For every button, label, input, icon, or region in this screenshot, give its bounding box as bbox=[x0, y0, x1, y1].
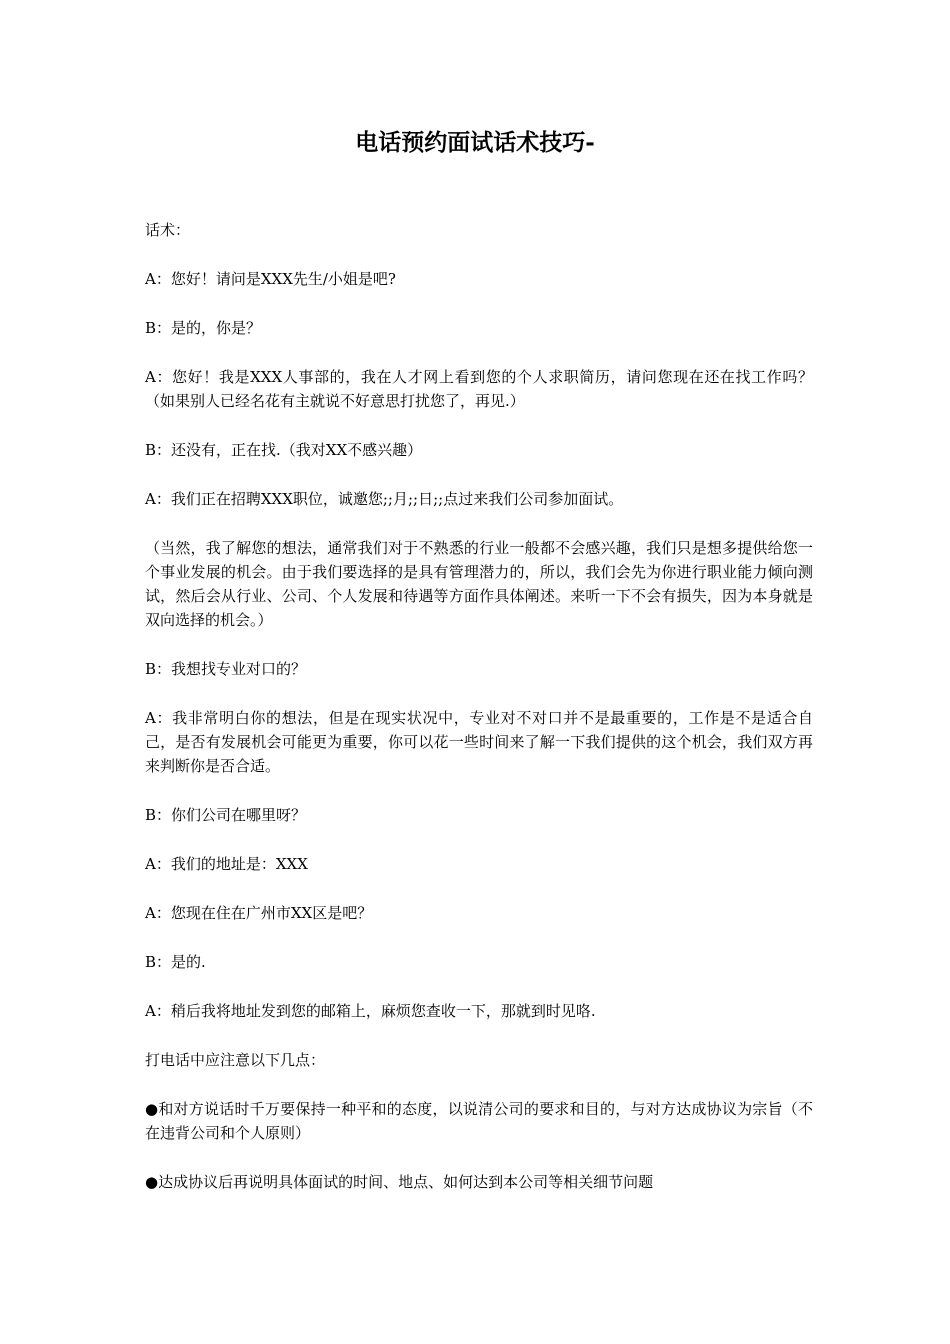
bullet-note: ●和对方说话时千万要保持一种平和的态度，以说清公司的要求和目的，与对方达成协议为宗旨（不在违背公司和个人原则） bbox=[145, 1100, 813, 1142]
section-label: 话术： bbox=[145, 221, 191, 239]
dialogue-line: A：您好！请问是XXX先生/小姐是吧? bbox=[145, 270, 396, 288]
dialogue-line: A：稍后我将地址发到您的邮箱上，麻烦您查收一下，那就到时见咯. bbox=[145, 1002, 596, 1020]
dialogue-line: B：你们公司在哪里呀？ bbox=[145, 806, 307, 824]
dialogue-line: B：还没有，正在找.（我对XX不感兴趣） bbox=[145, 441, 423, 459]
document-body bbox=[145, 218, 813, 1219]
bullet-note: ●达成协议后再说明具体面试的时间、地点、如何达到本公司等相关细节问题 bbox=[145, 1173, 654, 1191]
explanation-paragraph: （当然，我了解您的想法，通常我们对于不熟悉的行业一般都不会感兴趣，我们只是想多提供给您一个事业发展的机会。由于我们要选择的是具有管理潜力的，所以，我们会先为你进行职业能力倾向测试，然后会从行业、公司、个人发展和待遇等方面作具体阐述。来听一下不会有损失，因为本身就是双向选择的机会。） bbox=[145, 539, 813, 629]
notes-heading: 打电话中应注意以下几点： bbox=[145, 1051, 326, 1069]
dialogue-line: B：是的，你是？ bbox=[145, 319, 262, 337]
dialogue-line: A：我非常明白你的想法，但是在现实状况中，专业对不对口并不是最重要的，工作是不是适合自己，是否有发展机会可能更为重要，你可以花一些时间来了解一下我们提供的这个机会，我们双方再来判断你是否合适。 bbox=[145, 709, 813, 775]
dialogue-line: A：我们的地址是：XXX bbox=[145, 855, 308, 873]
dialogue-line: B：是的. bbox=[145, 953, 206, 971]
page-title: 电话预约面试话术技巧- bbox=[355, 129, 595, 156]
dialogue-line: A：您现在住在广州市XX区是吧？ bbox=[145, 904, 373, 922]
dialogue-line: B：我想找专业对口的？ bbox=[145, 660, 307, 678]
dialogue-line: A：您好！我是XXX人事部的，我在人才网上看到您的个人求职简历，请问您现在还在找工作吗？（如果别人已经名花有主就说不好意思打扰您了，再见.） bbox=[145, 368, 813, 410]
dialogue-line: A：我们正在招聘XXX职位，诚邀您;;月;;日;;点过来我们公司参加面试。 bbox=[145, 490, 624, 508]
